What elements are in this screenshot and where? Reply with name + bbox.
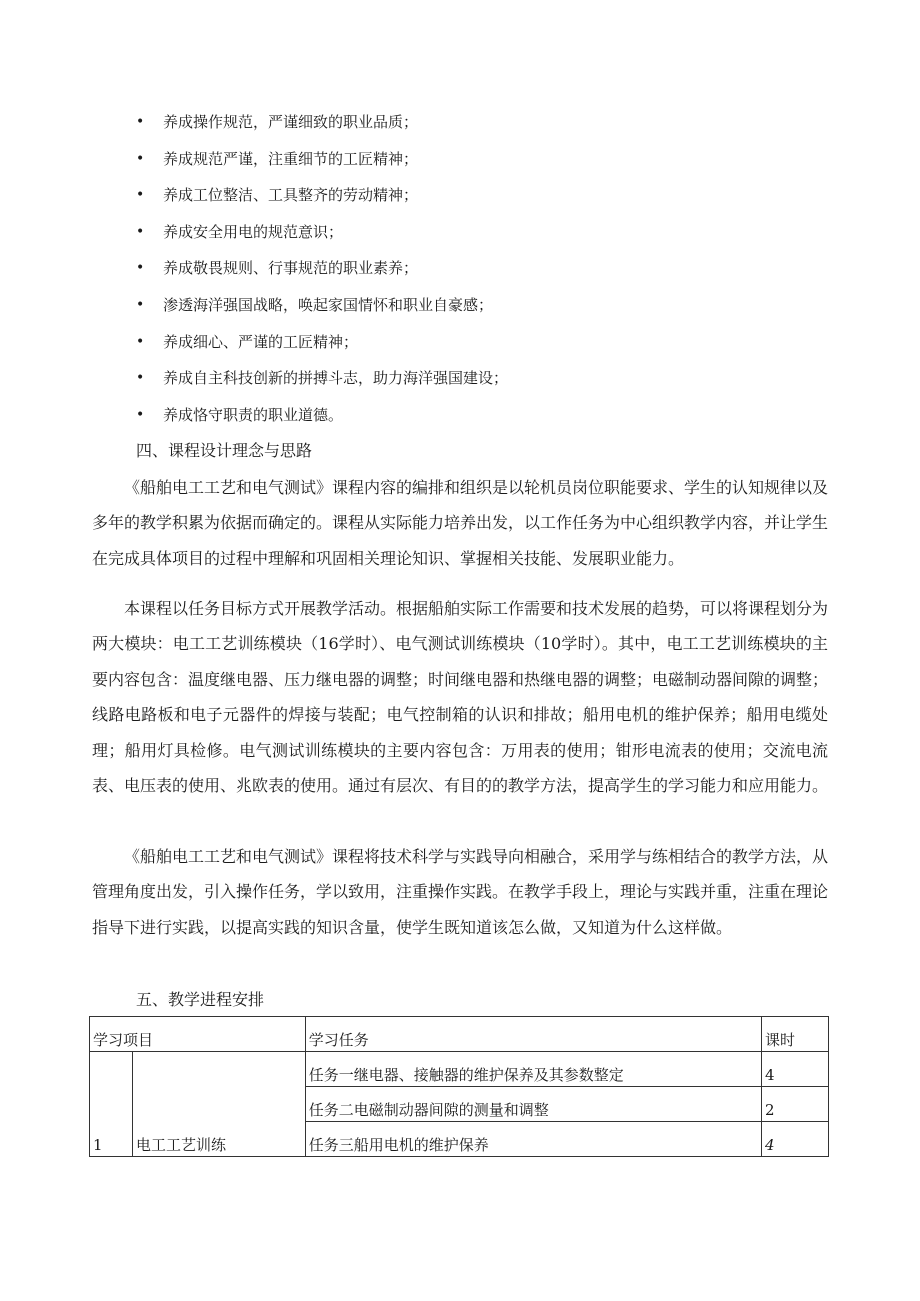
section-heading-schedule: 五、教学进程安排 (136, 990, 265, 1009)
schedule-table (89, 1016, 829, 1157)
bullet-icon: • (136, 260, 145, 277)
bullet-icon: • (136, 406, 145, 423)
list-item: • 养成操作规范，严谨细致的职业品质； (136, 108, 836, 145)
hours-cell: 2 (762, 1087, 829, 1122)
header-project: 学习项目 (90, 1017, 306, 1052)
bullet-icon: • (136, 223, 145, 240)
bullet-list (136, 108, 836, 437)
hours-cell: 4 (762, 1052, 829, 1087)
task-cell: 任务二电磁制动器间隙的测量和调整 (305, 1087, 761, 1122)
list-item: • 养成安全用电的规范意识； (136, 218, 836, 255)
bullet-icon: • (136, 150, 145, 167)
hours-cell: 4 (762, 1122, 829, 1157)
list-item: • 养成细心、严谨的工匠精神； (136, 328, 836, 365)
bullet-icon: • (136, 370, 145, 387)
header-hours: 课时 (762, 1017, 829, 1052)
task-cell: 任务三船用电机的维护保养 (305, 1122, 761, 1157)
bullet-icon: • (136, 114, 145, 130)
header-task: 学习任务 (305, 1017, 761, 1052)
paragraph: 本课程以任务目标方式开展教学活动。根据船舶实际工作需要和技术发展的趋势，可以将课程划分为两大模块：电工工艺训练模块（16学时）、电气测试训练模块（10学时）。其中，电工工艺训练模块的主要内容包含：温度继电器、压力继电器的调整；时间继电器和热继电器的调整；电磁制动器间隙的调整；线路电路板和电子元器件的焊接与装配；电气控制箱的认识和排故；船用电机的维护保养；船用电缆处理；船用灯具检修。电气测试训练模块的主要内容包含：万用表的使用；钳形电流表的使用；交流电流表、电压表的使用、兆欧表的使用。通过有层次、有目的的教学方法，提高学生的学习能力和应用能力。 (92, 599, 829, 796)
list-item: • 养成恪守职责的职业道德。 (136, 401, 836, 438)
bullet-icon: • (136, 333, 145, 350)
list-item: • 养成自主科技创新的拼搏斗志，助力海洋强国建设； (136, 364, 836, 401)
paragraph: 《船舶电工工艺和电气测试》课程内容的编排和组织是以轮机员岗位职能要求、学生的认知规律以及多年的教学积累为依据而确定的。课程从实际能力培养出发，以工作任务为中心组织教学内容，并让学生在完成具体项目的过程中理解和巩固相关理论知识、掌握相关技能、发展职业能力。 (92, 478, 829, 568)
list-item: • 养成工位整洁、工具整齐的劳动精神； (136, 181, 836, 218)
list-item: • 养成敬畏规则、行事规范的职业素养； (136, 254, 836, 291)
project-name: 电工工艺训练 (132, 1052, 305, 1157)
project-index: 1 (90, 1052, 133, 1157)
list-item: • 渗透海洋强国战略，唤起家国情怀和职业自豪感； (136, 291, 836, 328)
table-header-row (90, 1017, 829, 1052)
list-item: • 养成规范严谨，注重细节的工匠精神； (136, 145, 836, 182)
bullet-icon: • (136, 187, 145, 204)
task-cell: 任务一继电器、接触器的维护保养及其参数整定 (305, 1052, 761, 1087)
bullet-icon: • (136, 296, 145, 313)
section-heading-design: 四、课程设计理念与思路 (136, 441, 313, 460)
paragraph: 《船舶电工工艺和电气测试》课程将技术科学与实践导向相融合，采用学与练相结合的教学方法，从管理角度出发，引入操作任务，学以致用，注重操作实践。在教学手段上，理论与实践并重，注重在理论指导下进行实践，以提高实践的知识含量，使学生既知道该怎么做，又知道为什么这样做。 (92, 847, 829, 937)
table-row (90, 1052, 829, 1087)
